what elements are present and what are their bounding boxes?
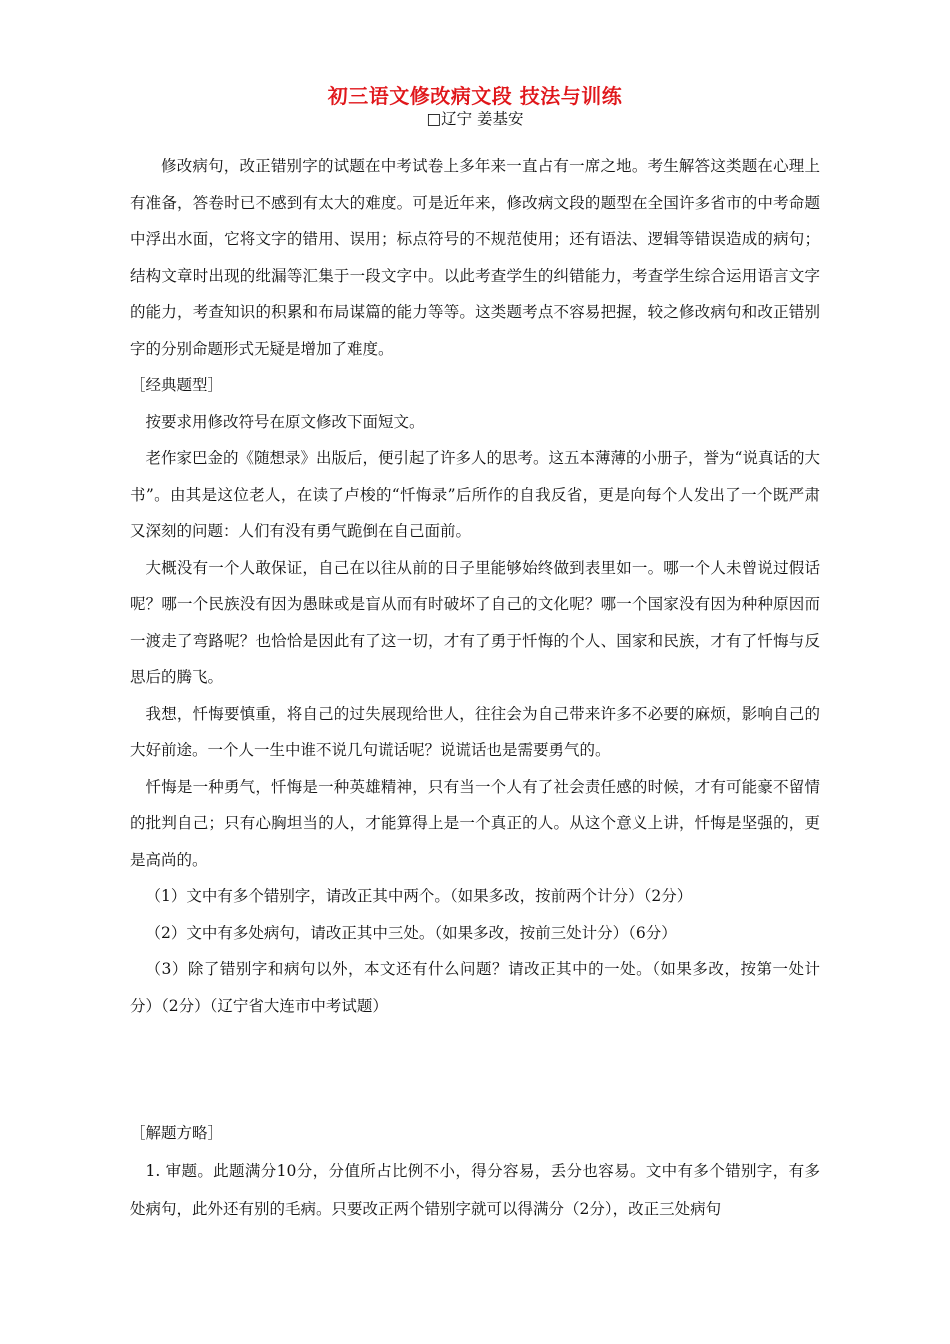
document-title: 初三语文修改病文段 技法与训练	[327, 84, 623, 108]
question-3: （3）除了错别字和病句以外，本文还有什么问题？请改正其中的一处。（如果多改，按第一处计分）（2分）（辽宁省大连市中考试题）	[130, 960, 820, 1015]
document-author: □辽宁 姜基安	[426, 110, 524, 128]
section-heading-classic: ［经典题型］	[130, 376, 224, 394]
question-1: （1）文中有多个错别字，请改正其中两个。（如果多改，按前两个计分）（2分）	[145, 887, 693, 905]
intro-paragraph: 修改病句，改正错别字的试题在中考试卷上多年来一直占有一席之地。考生解答这类题在心理上有准备，答卷时已不感到有太大的难度。可是近年来，修改病文段的题型在全国许多省市的中考命题中浮出水面，它将文字的错用、误用；标点符号的不规范使用；还有语法、逻辑等错误造成的病句；结构文章时出现的纰漏等汇集于一段文字中。以此考查学生的纠错能力，考查学生综合运用语言文字的能力，考查知识的积累和布局谋篇的能力等等。这类题考点不容易把握，较之修改病句和改正错别字的分别命题形式无疑是增加了难度。	[130, 157, 820, 358]
document-body	[130, 148, 820, 1024]
text-paragraph-4: 忏悔是一种勇气，忏悔是一种英雄精神，只有当一个人有了社会责任感的时候，才有可能豪不留情的批判自己；只有心胸坦当的人，才能算得上是一个真正的人。从这个意义上讲，忏悔是坚强的，更是高尚的。	[130, 777, 820, 869]
text-paragraph-2: 大概没有一个人敢保证，自己在以往从前的日子里能够始终做到表里如一。哪一个人未曾说过假话呢？哪一个民族没有因为愚昧或是盲从而有时破坏了自己的文化呢？哪一个国家没有因为种种原因而一渡走了弯路呢？也恰恰是因此有了这一切，才有了勇于忏悔的个人、国家和民族，才有了忏悔与反思后的腾飞。	[130, 558, 820, 686]
strategy-paragraph: 1. 审题。此题满分10分，分值所占比例不小，得分容易，丢分也容易。文中有多个错别字，有多处病句，此外还有别的毛病。只要改正两个错别字就可以得满分（2分），改正三处病句	[130, 1162, 820, 1218]
strategy-section	[130, 1114, 820, 1228]
section-heading-strategy: ［解题方略］	[130, 1124, 224, 1142]
question-2: （2）文中有多处病句，请改正其中三处。（如果多改，按前三处计分）（6分）	[145, 923, 677, 942]
text-paragraph-3: 我想，忏悔要慎重，将自己的过失展现给世人，往往会为自己带来许多不必要的麻烦，影响自己的大好前途。一个人一生中谁不说几句谎话呢？说谎话也是需要勇气的。	[130, 704, 820, 759]
text-paragraph-1: 老作家巴金的《随想录》出版后，便引起了许多人的思考。这五本薄薄的小册子，誉为“说真话的大书”。由其是这位老人，在读了卢梭的“忏悔录”后所作的自我反省，更是向每个人发出了一个既严肃又深刻的问题：人们有没有勇气跪倒在自己面前。	[130, 449, 820, 540]
instruction-paragraph: 按要求用修改符号在原文修改下面短文。	[145, 412, 425, 431]
